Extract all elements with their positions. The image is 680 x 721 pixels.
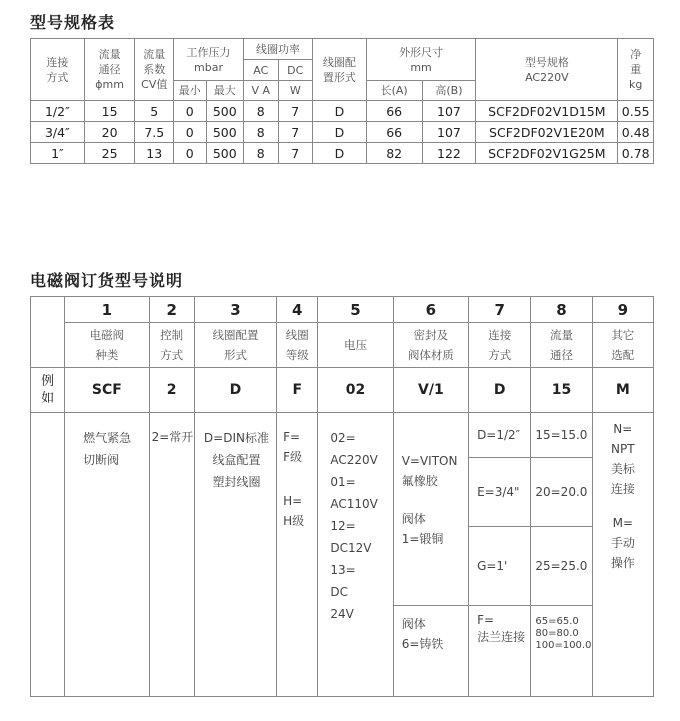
example-value: 2	[149, 368, 194, 413]
cell-pmin: 0	[174, 122, 206, 143]
cell-coil: D	[313, 101, 367, 122]
cell-length: 82	[366, 143, 422, 164]
header-dimensions: 外形尺寸 mm	[366, 39, 476, 81]
option-voltage: 02= AC220V 01= AC110V 12= DC12V 13= DC 24V	[318, 413, 393, 697]
option-bore-20: 20=20.0	[531, 458, 592, 527]
column-number: 6	[393, 297, 468, 323]
cell-bore: 20	[84, 122, 135, 143]
option-npt: N= NPT 美标 连接	[610, 422, 635, 496]
header-coil-config: 线圈配 置形式	[313, 39, 367, 101]
corner-cell	[31, 297, 65, 368]
cell-cv: 13	[135, 143, 174, 164]
header-ac: AC	[244, 60, 278, 81]
cell-height: 107	[422, 101, 476, 122]
cell-model: SCF2DF02V1D15M	[476, 101, 618, 122]
cell-w: 7	[278, 101, 312, 122]
cell-va: 8	[244, 143, 278, 164]
header-pressure-min: 最小	[174, 81, 206, 101]
header-coil-power: 线圈功率	[244, 39, 313, 60]
cell-connection: 3/4″	[31, 122, 85, 143]
spec-table	[30, 38, 654, 164]
header-height: 高(B)	[422, 81, 476, 101]
header-pressure-max: 最大	[206, 81, 244, 101]
empty-cell	[31, 413, 65, 697]
cell-length: 66	[366, 101, 422, 122]
option-conn-flange: F= 法兰连接	[469, 606, 531, 697]
header-dc: DC	[278, 60, 312, 81]
cell-w: 7	[278, 143, 312, 164]
column-label: 线圈 等级	[277, 323, 318, 368]
example-label: 例 如	[31, 368, 65, 413]
cell-pmax: 500	[206, 101, 244, 122]
header-va: V A	[244, 81, 278, 101]
cell-weight: 0.48	[618, 122, 654, 143]
example-value: 02	[318, 368, 393, 413]
option-bore-25: 25=25.0	[531, 527, 592, 606]
option-conn-g: G=1'	[469, 527, 531, 606]
column-label: 电压	[318, 323, 393, 368]
header-w: W	[278, 81, 312, 101]
example-value: D	[194, 368, 276, 413]
table-row	[31, 143, 654, 164]
column-number: 3	[194, 297, 276, 323]
cell-height: 122	[422, 143, 476, 164]
cell-pmax: 500	[206, 143, 244, 164]
cell-pmin: 0	[174, 143, 206, 164]
header-model: 型号规格 AC220V	[476, 39, 618, 101]
cell-va: 8	[244, 122, 278, 143]
header-weight: 净 重 kg	[618, 39, 654, 101]
column-label: 流量 通径	[531, 323, 592, 368]
order-table-title: 电磁阀订货型号说明	[30, 271, 184, 290]
cell-pmax: 500	[206, 122, 244, 143]
cell-bore: 15	[84, 101, 135, 122]
option-coil-h: H= H级	[283, 494, 305, 528]
option-coil-config: D=DIN标准 线盒配置 塑封线圈	[194, 413, 276, 697]
example-value: F	[277, 368, 318, 413]
column-number: 9	[592, 297, 653, 323]
column-number: 2	[149, 297, 194, 323]
option-valve-type: 燃气紧急 切断阀	[65, 413, 149, 697]
header-length: 长(A)	[366, 81, 422, 101]
cell-cv: 7.5	[135, 122, 174, 143]
cell-connection: 1/2″	[31, 101, 85, 122]
cell-pmin: 0	[174, 101, 206, 122]
cell-model: SCF2DF02V1G25M	[476, 143, 618, 164]
column-label: 密封及 阀体材质	[393, 323, 468, 368]
table-row	[31, 122, 654, 143]
cell-coil: D	[313, 143, 367, 164]
column-number: 4	[277, 297, 318, 323]
option-manual: M= 手动 操作	[610, 516, 635, 570]
cell-model: SCF2DF02V1E20M	[476, 122, 618, 143]
option-other	[592, 413, 653, 697]
example-value: D	[469, 368, 531, 413]
cell-va: 8	[244, 101, 278, 122]
option-body-brass: 阀体 1=锻铜	[401, 512, 444, 546]
option-control: 2=常开	[149, 413, 194, 697]
column-number: 7	[469, 297, 531, 323]
option-bore-15: 15=15.0	[531, 413, 592, 458]
option-bore-flange: 65=65.0 80=80.0 100=100.0	[531, 606, 592, 697]
cell-weight: 0.78	[618, 143, 654, 164]
option-conn-e: E=3/4"	[469, 458, 531, 527]
header-bore: 流量 通径 ϕmm	[84, 39, 135, 101]
column-number: 5	[318, 297, 393, 323]
column-label: 线圈配置 形式	[194, 323, 276, 368]
cell-height: 107	[422, 122, 476, 143]
cell-length: 66	[366, 122, 422, 143]
option-seal	[393, 413, 468, 606]
column-label: 连接 方式	[469, 323, 531, 368]
column-number: 1	[65, 297, 149, 323]
cell-bore: 25	[84, 143, 135, 164]
cell-coil: D	[313, 122, 367, 143]
column-number: 8	[531, 297, 592, 323]
order-code-table	[30, 296, 654, 697]
cell-weight: 0.55	[618, 101, 654, 122]
column-label: 电磁阀 种类	[65, 323, 149, 368]
table-row	[31, 101, 654, 122]
column-label: 其它 选配	[592, 323, 653, 368]
example-value: V/1	[393, 368, 468, 413]
cell-connection: 1″	[31, 143, 85, 164]
option-coil-f: F= F级	[283, 430, 303, 464]
option-body-iron: 阀体 6=铸铁	[393, 606, 468, 697]
option-coil-class	[277, 413, 318, 697]
spec-table-title: 型号规格表	[30, 13, 116, 32]
cell-w: 7	[278, 122, 312, 143]
cell-cv: 5	[135, 101, 174, 122]
option-conn-d: D=1/2″	[469, 413, 531, 458]
option-seal-viton: V=VITON 氟橡胶	[401, 454, 458, 488]
example-value: M	[592, 368, 653, 413]
example-value: SCF	[65, 368, 149, 413]
header-connection: 连接 方式	[31, 39, 85, 101]
header-pressure: 工作压力 mbar	[174, 39, 244, 81]
header-cv: 流量 系数 CV值	[135, 39, 174, 101]
column-label: 控制 方式	[149, 323, 194, 368]
example-value: 15	[531, 368, 592, 413]
